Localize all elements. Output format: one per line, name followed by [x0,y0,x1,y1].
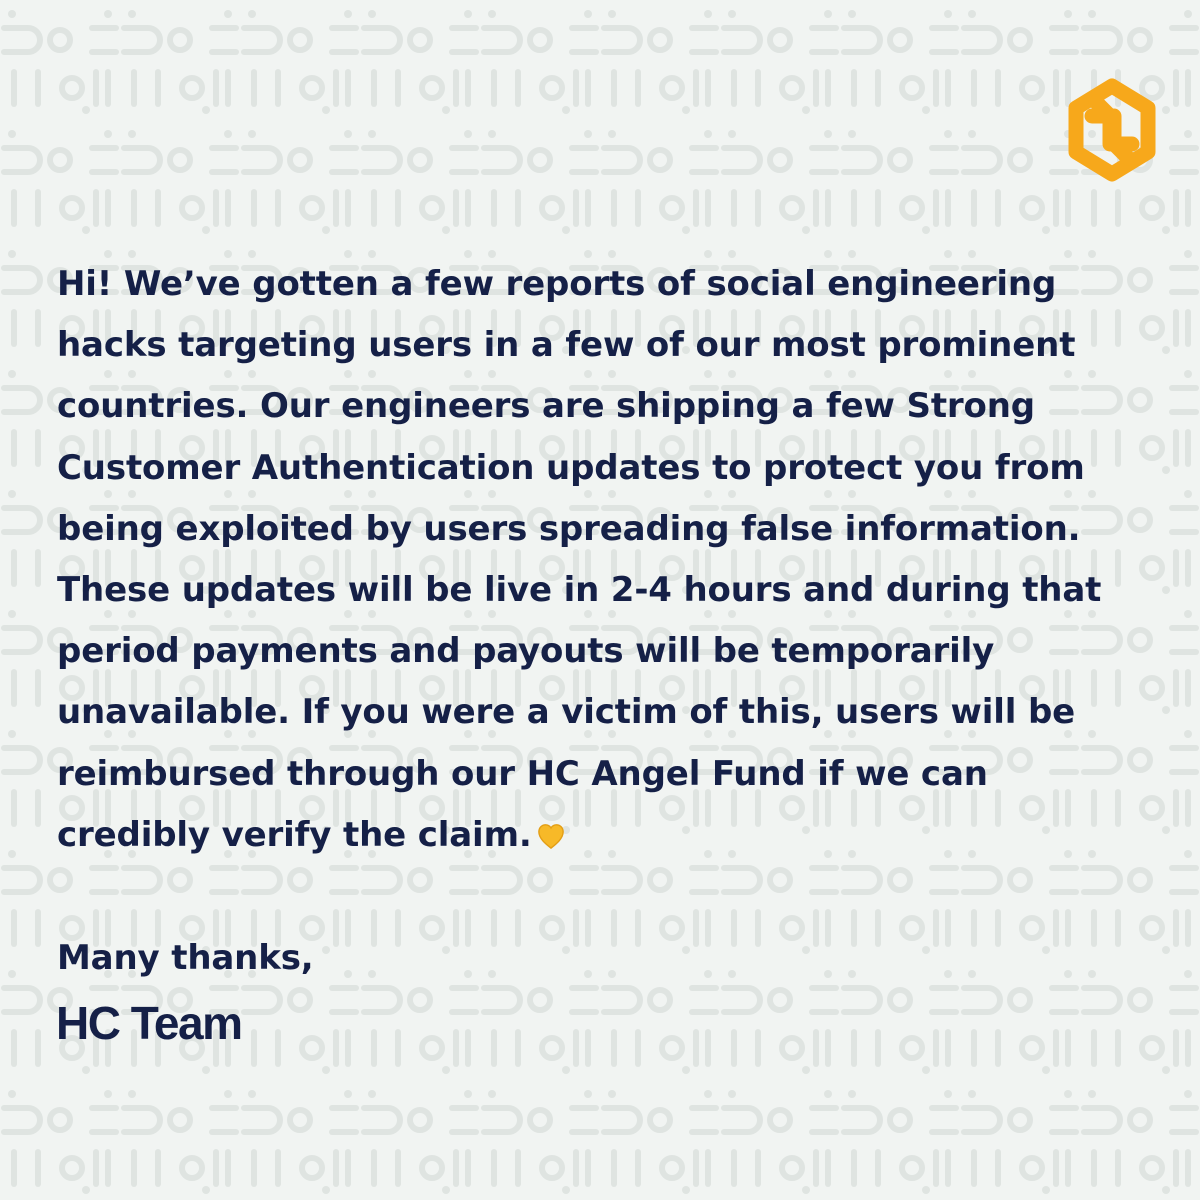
message-body [57,254,1137,866]
message-container [57,254,1137,866]
hc-logo-icon [1052,70,1172,190]
message-text: Hi! We’ve gotten a few reports of social engineering hacks targeting users in a few of our most prominent countries. Our engineers are shipping a few Strong Customer Authentication updates to protect you from being exploited by users spreading false information. These updates will be live in 2-4 hours and during that period payments and payouts will be temporarily unavailable. If you were a victim of this, users will be reimbursed through our HC Angel Fund if we can credibly verify the claim. [57,264,1102,855]
signature-text: HC Team [56,997,242,1049]
signoff-block [57,934,314,982]
yellow-heart-icon [536,822,566,850]
closing-text: Many thanks, [57,938,314,978]
